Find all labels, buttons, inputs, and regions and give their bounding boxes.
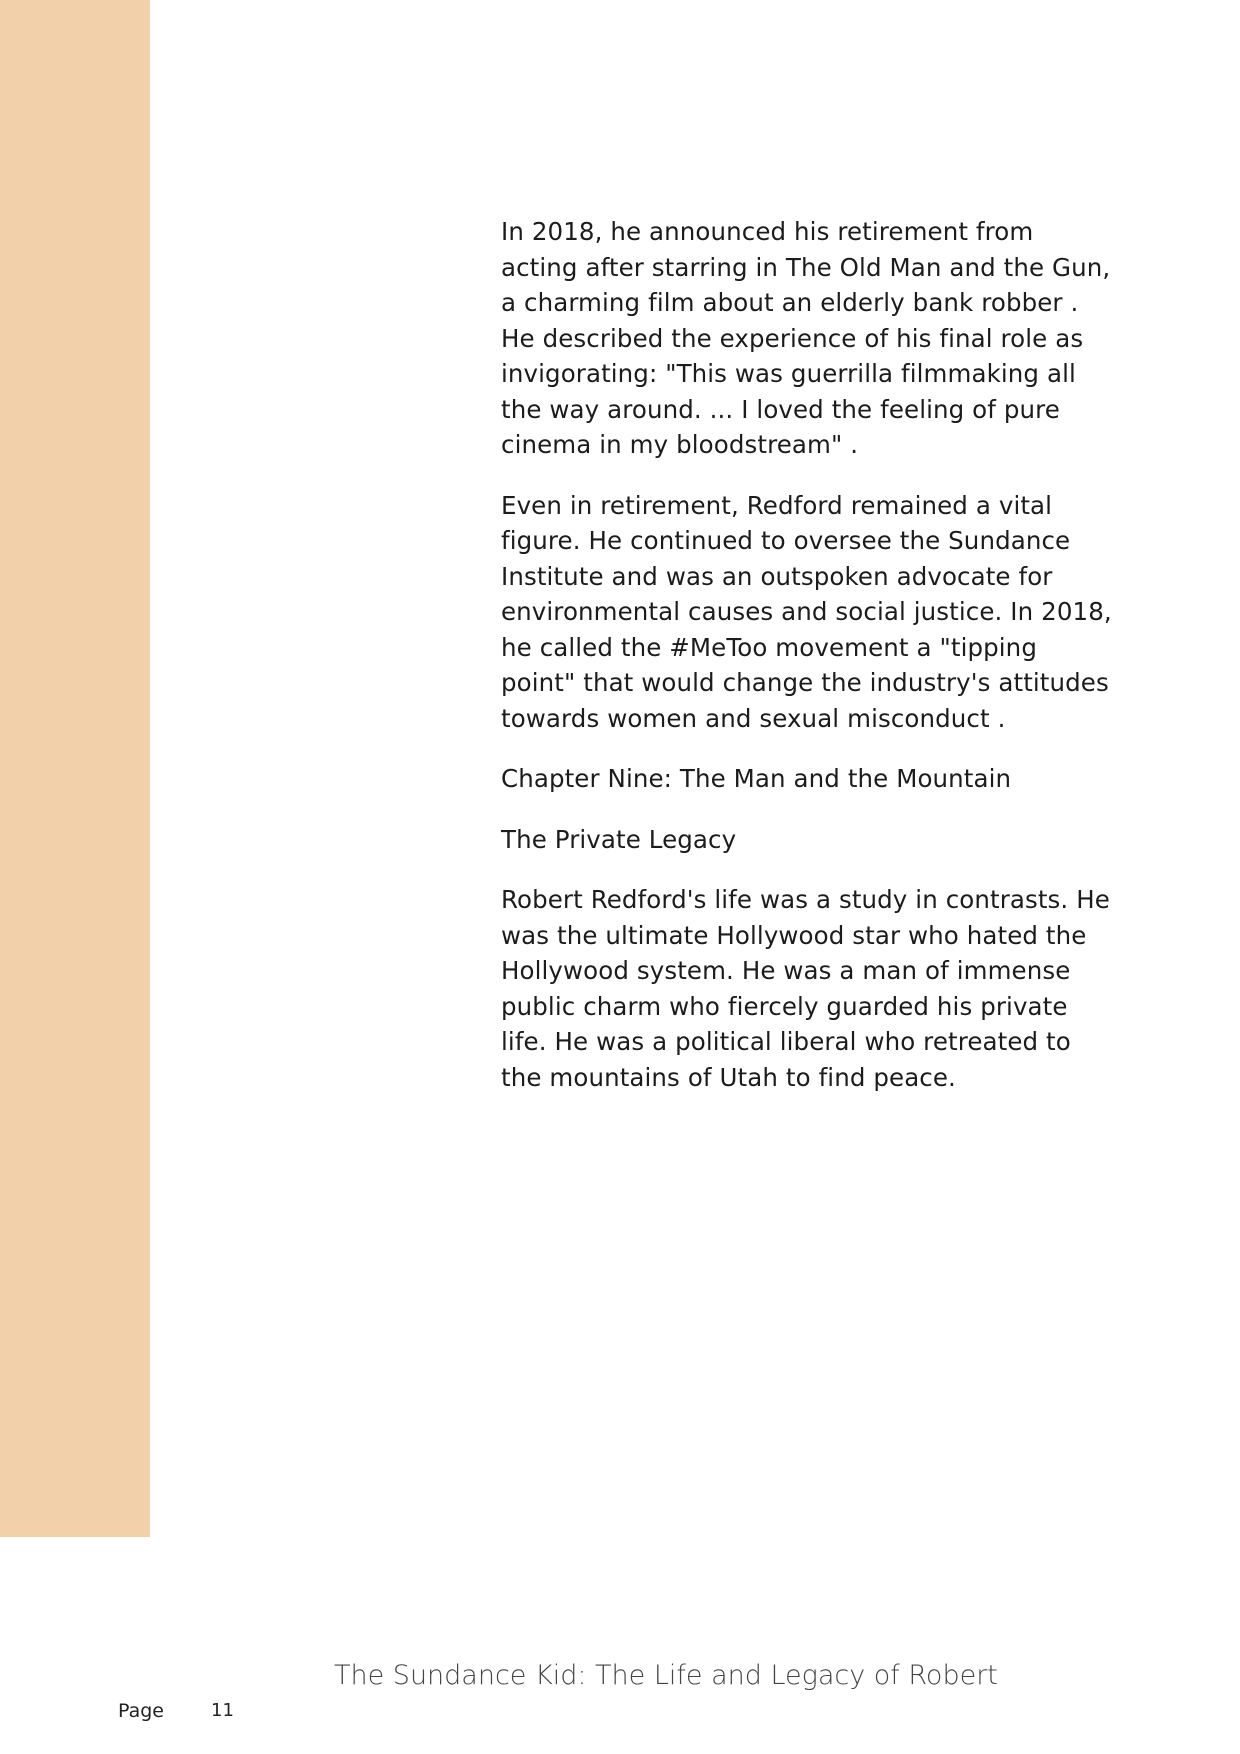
paragraph-retirement: In 2018, he announced his retirement from acting after starring in The Old Man and the Gun, a charming film about an elderly bank robber . He described the experience of his final role as invigorating: "This was guerrilla filmmaking all the way around. ... I loved the feeling of pure cinema in my bloodstream" . [501,217,1111,459]
body-text-column [501,214,1113,1120]
side-accent-band [0,0,150,1537]
chapter-heading: Chapter Nine: The Man and the Mountain [501,764,1012,793]
page-label: Page [118,1700,164,1722]
section-heading: The Private Legacy [501,824,737,854]
page-number: 11 [211,1700,234,1721]
paragraph-contrasts: Robert Redford's life was a study in contrasts. He was the ultimate Hollywood star who hated the Hollywood system. He was a man of immense public charm who fiercely guarded his private life. He was a political liberal who retreated to the mountains of Utah to find peace. [501,885,1110,1092]
paragraph-later-years: Even in retirement, Redford remained a vital figure. He continued to oversee the Sundance Institute and was an outspoken advocate for environmental causes and social justice. In 2018, he called the #MeToo movement a "tipping point" that would change the industry's attitudes towards women and sexual misconduct . [501,490,1112,733]
footer-book-title: The Sundance Kid: The Life and Legacy of Robert [334,1660,998,1691]
